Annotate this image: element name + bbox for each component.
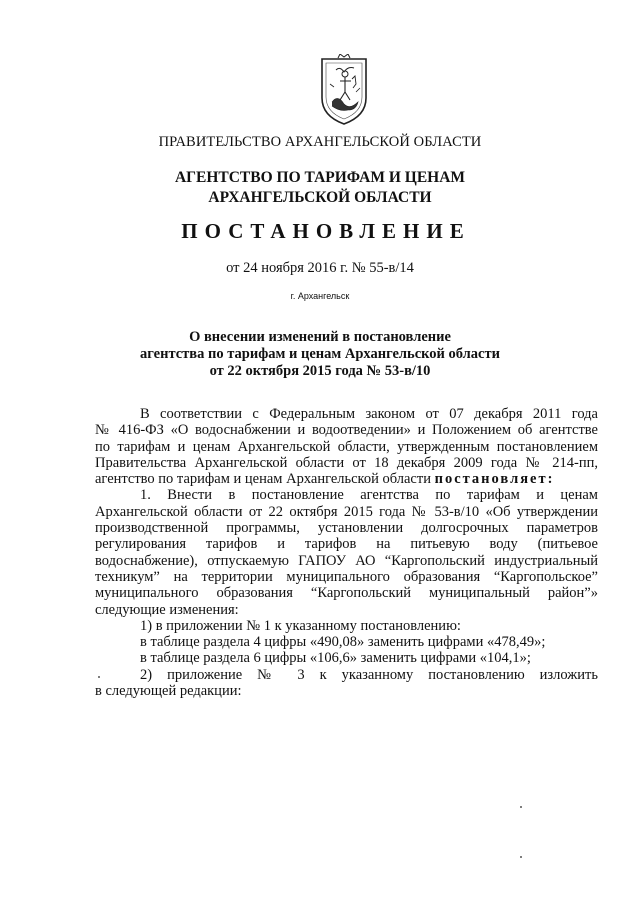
item-1-line: 1. Внести в постановление агентства по тарифам и ценам bbox=[140, 487, 598, 504]
document-subject bbox=[0, 329, 640, 380]
subitem-line: в таблице раздела 6 цифры «106,6» заменить цифрами «104,1»; bbox=[140, 650, 531, 667]
document-type-title: ПОСТАНОВЛЕНИЕ bbox=[181, 219, 471, 243]
preamble-text: агентство по тарифам и ценам Архангельской области bbox=[95, 471, 431, 488]
subject-line2: агентства по тарифам и ценам Архангельской области bbox=[140, 346, 500, 362]
agency-name-line1: АГЕНТСТВО ПО ТАРИФАМ И ЦЕНАМ bbox=[174, 169, 466, 186]
subject-line3: от 22 октября 2015 года № 53-в/10 bbox=[209, 363, 431, 379]
item-2-line: 2) приложение № 3 к указанному постановлению изложить bbox=[140, 666, 598, 683]
agency-name bbox=[0, 168, 640, 208]
preamble-line bbox=[95, 471, 598, 487]
subject-line1: О внесении изменений в постановление bbox=[189, 329, 451, 345]
scan-speck bbox=[98, 676, 100, 678]
date-number: от 24 ноября 2016 г. № 55-в/14 bbox=[226, 260, 414, 276]
preamble-line: В соответствии с Федеральным законом от 07 декабря 2011 года bbox=[140, 406, 598, 422]
item-1-line: регулирования тарифов и тарифов на питьевую воду (питьевое bbox=[95, 536, 598, 553]
subitem-line: 1) в приложении № 1 к указанному постановлению: bbox=[140, 617, 461, 634]
preamble-line: Правительства Архангельской области от 18 декабря 2009 года № 214-пп, bbox=[95, 454, 598, 471]
government-name: ПРАВИТЕЛЬСТВО АРХАНГЕЛЬСКОЙ ОБЛАСТИ bbox=[158, 134, 482, 150]
item-1-line: следующие изменения: bbox=[95, 601, 239, 618]
item-1-line: Архангельской области от 22 октября 2015 года № 53-в/10 «Об утверждении bbox=[95, 503, 598, 520]
coat-of-arms-emblem bbox=[318, 54, 370, 126]
city-name: г. Архангельск bbox=[290, 291, 350, 301]
document-body bbox=[95, 406, 598, 699]
agency-name-line2: АРХАНГЕЛЬСКОЙ ОБЛАСТИ bbox=[208, 189, 432, 206]
preamble-line: по тарифам и ценам Архангельской области, утвержденным постановлением bbox=[95, 438, 598, 455]
item-1-line: муниципального образования “Каргопольский муниципальный район”» bbox=[95, 585, 598, 602]
item-1-line: производственной программы, установлении долгосрочных параметров bbox=[95, 520, 598, 537]
decree-word: постановляет: bbox=[434, 471, 555, 488]
item-2-line: в следующей редакции: bbox=[95, 683, 242, 700]
item-1-line: техникум” на территории муниципального образования “Каргопольское” bbox=[95, 568, 598, 585]
subitem-line: в таблице раздела 4 цифры «490,08» заменить цифрами «478,49»; bbox=[140, 634, 546, 651]
preamble-line: № 416-ФЗ «О водоснабжении и водоотведении» и Положением об агентстве bbox=[95, 422, 598, 439]
scan-speck bbox=[520, 856, 522, 858]
item-1-line: водоснабжение), отпускаемую ГАПОУ АО “Каргопольский индустриальный bbox=[95, 552, 598, 569]
scan-speck bbox=[520, 806, 522, 808]
